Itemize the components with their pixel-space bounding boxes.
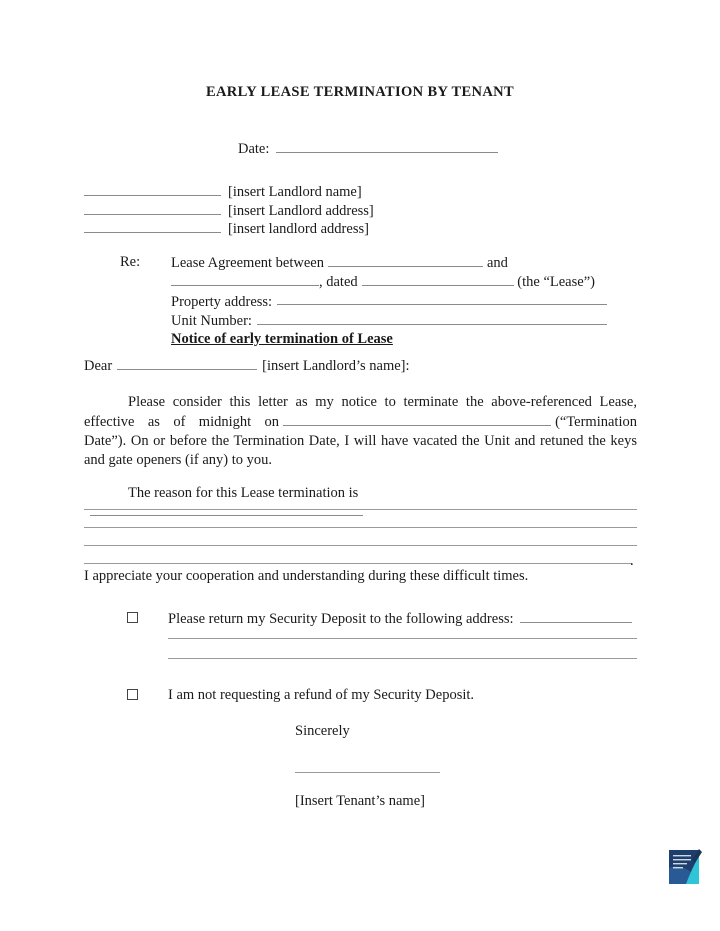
landlord-address2-input-line[interactable]	[84, 220, 221, 234]
re-dated-label: , dated	[319, 274, 358, 290]
deposit-address-line-3[interactable]	[168, 658, 637, 659]
re-parties-prefix: Lease Agreement between	[171, 254, 324, 271]
re-dated-row	[171, 272, 640, 291]
re-lease-suffix: (the “Lease”)	[517, 274, 595, 290]
landlord-address2-row	[84, 220, 374, 239]
landlord-name-placeholder: [insert Landlord name]	[228, 183, 362, 200]
option-return-deposit-label: Please return my Security Deposit to the following address:	[168, 610, 514, 627]
option-no-refund[interactable]	[127, 686, 637, 705]
re-party2-input-line[interactable]	[171, 272, 319, 286]
salutation-placeholder: [insert Landlord’s name]:	[262, 357, 410, 374]
landlord-address1-placeholder: [insert Landlord address]	[228, 202, 374, 219]
landlord-name-row	[84, 182, 374, 201]
landlord-block	[84, 182, 374, 238]
tenant-name-placeholder: [Insert Tenant’s name]	[295, 793, 425, 809]
termination-date-input-line[interactable]	[283, 412, 551, 426]
date-label: Date:	[238, 140, 270, 157]
reason-row	[84, 485, 637, 521]
landlord-address1-row	[84, 201, 374, 220]
re-date-input-line[interactable]	[362, 272, 514, 286]
checkbox-no-refund[interactable]	[127, 689, 138, 700]
unit-number-input-line[interactable]	[257, 311, 607, 325]
reason-blank-line-3[interactable]	[84, 545, 637, 546]
salutation-row	[84, 356, 410, 375]
page-title: EARLY LEASE TERMINATION BY TENANT	[205, 84, 515, 100]
reason-blank-line-4[interactable]	[84, 563, 632, 564]
re-body	[171, 253, 640, 349]
landlord-address2-placeholder: [insert landlord address]	[228, 221, 369, 238]
notice-heading: Notice of early termination of Lease	[171, 331, 393, 347]
reason-label: The reason for this Lease termination is	[128, 485, 359, 501]
document-pen-icon	[668, 846, 704, 888]
unit-number-row	[171, 311, 640, 330]
landlord-address1-input-line[interactable]	[84, 201, 221, 215]
re-label: Re:	[120, 254, 141, 270]
notice-paragraph	[84, 393, 637, 471]
appreciation-text: I appreciate your cooperation and understanding during these difficult times.	[84, 568, 529, 584]
unit-number-label: Unit Number:	[171, 312, 252, 329]
notice-paragraph-part-a: Please consider this letter as my notice to terminate the above-referenced Lease, effective as of midnight on	[84, 394, 637, 430]
deposit-address-input-line[interactable]	[520, 609, 632, 623]
date-input-line[interactable]	[276, 139, 498, 153]
signature-line[interactable]	[295, 772, 440, 773]
option-return-deposit[interactable]	[127, 609, 637, 629]
checkbox-return-deposit[interactable]	[127, 612, 138, 623]
date-field-row	[238, 139, 498, 158]
reason-blank-line-1[interactable]	[84, 509, 637, 510]
reason-end-punctuation: .	[630, 553, 634, 569]
property-address-input-line[interactable]	[277, 292, 607, 306]
salutation-label: Dear	[84, 357, 113, 374]
reason-blank-line-2[interactable]	[84, 527, 637, 528]
option-no-refund-label: I am not requesting a refund of my Security Deposit.	[168, 687, 475, 703]
property-address-label: Property address:	[171, 293, 273, 310]
re-party1-input-line[interactable]	[328, 253, 483, 267]
re-parties-row	[171, 253, 640, 272]
notice-paragraph-part-b: (“Termination Date”). On or before the Termination Date, I will have vacated the Unit and retuned the keys and gate openers (if any) to you.	[84, 413, 637, 469]
re-parties-suffix: and	[486, 254, 508, 271]
closing-salutation: Sincerely	[295, 723, 350, 739]
landlord-name-input-line[interactable]	[84, 182, 221, 196]
re-block	[120, 253, 640, 349]
deposit-address-line-2[interactable]	[168, 638, 637, 639]
property-address-row	[171, 292, 640, 311]
salutation-input-line[interactable]	[117, 356, 257, 370]
